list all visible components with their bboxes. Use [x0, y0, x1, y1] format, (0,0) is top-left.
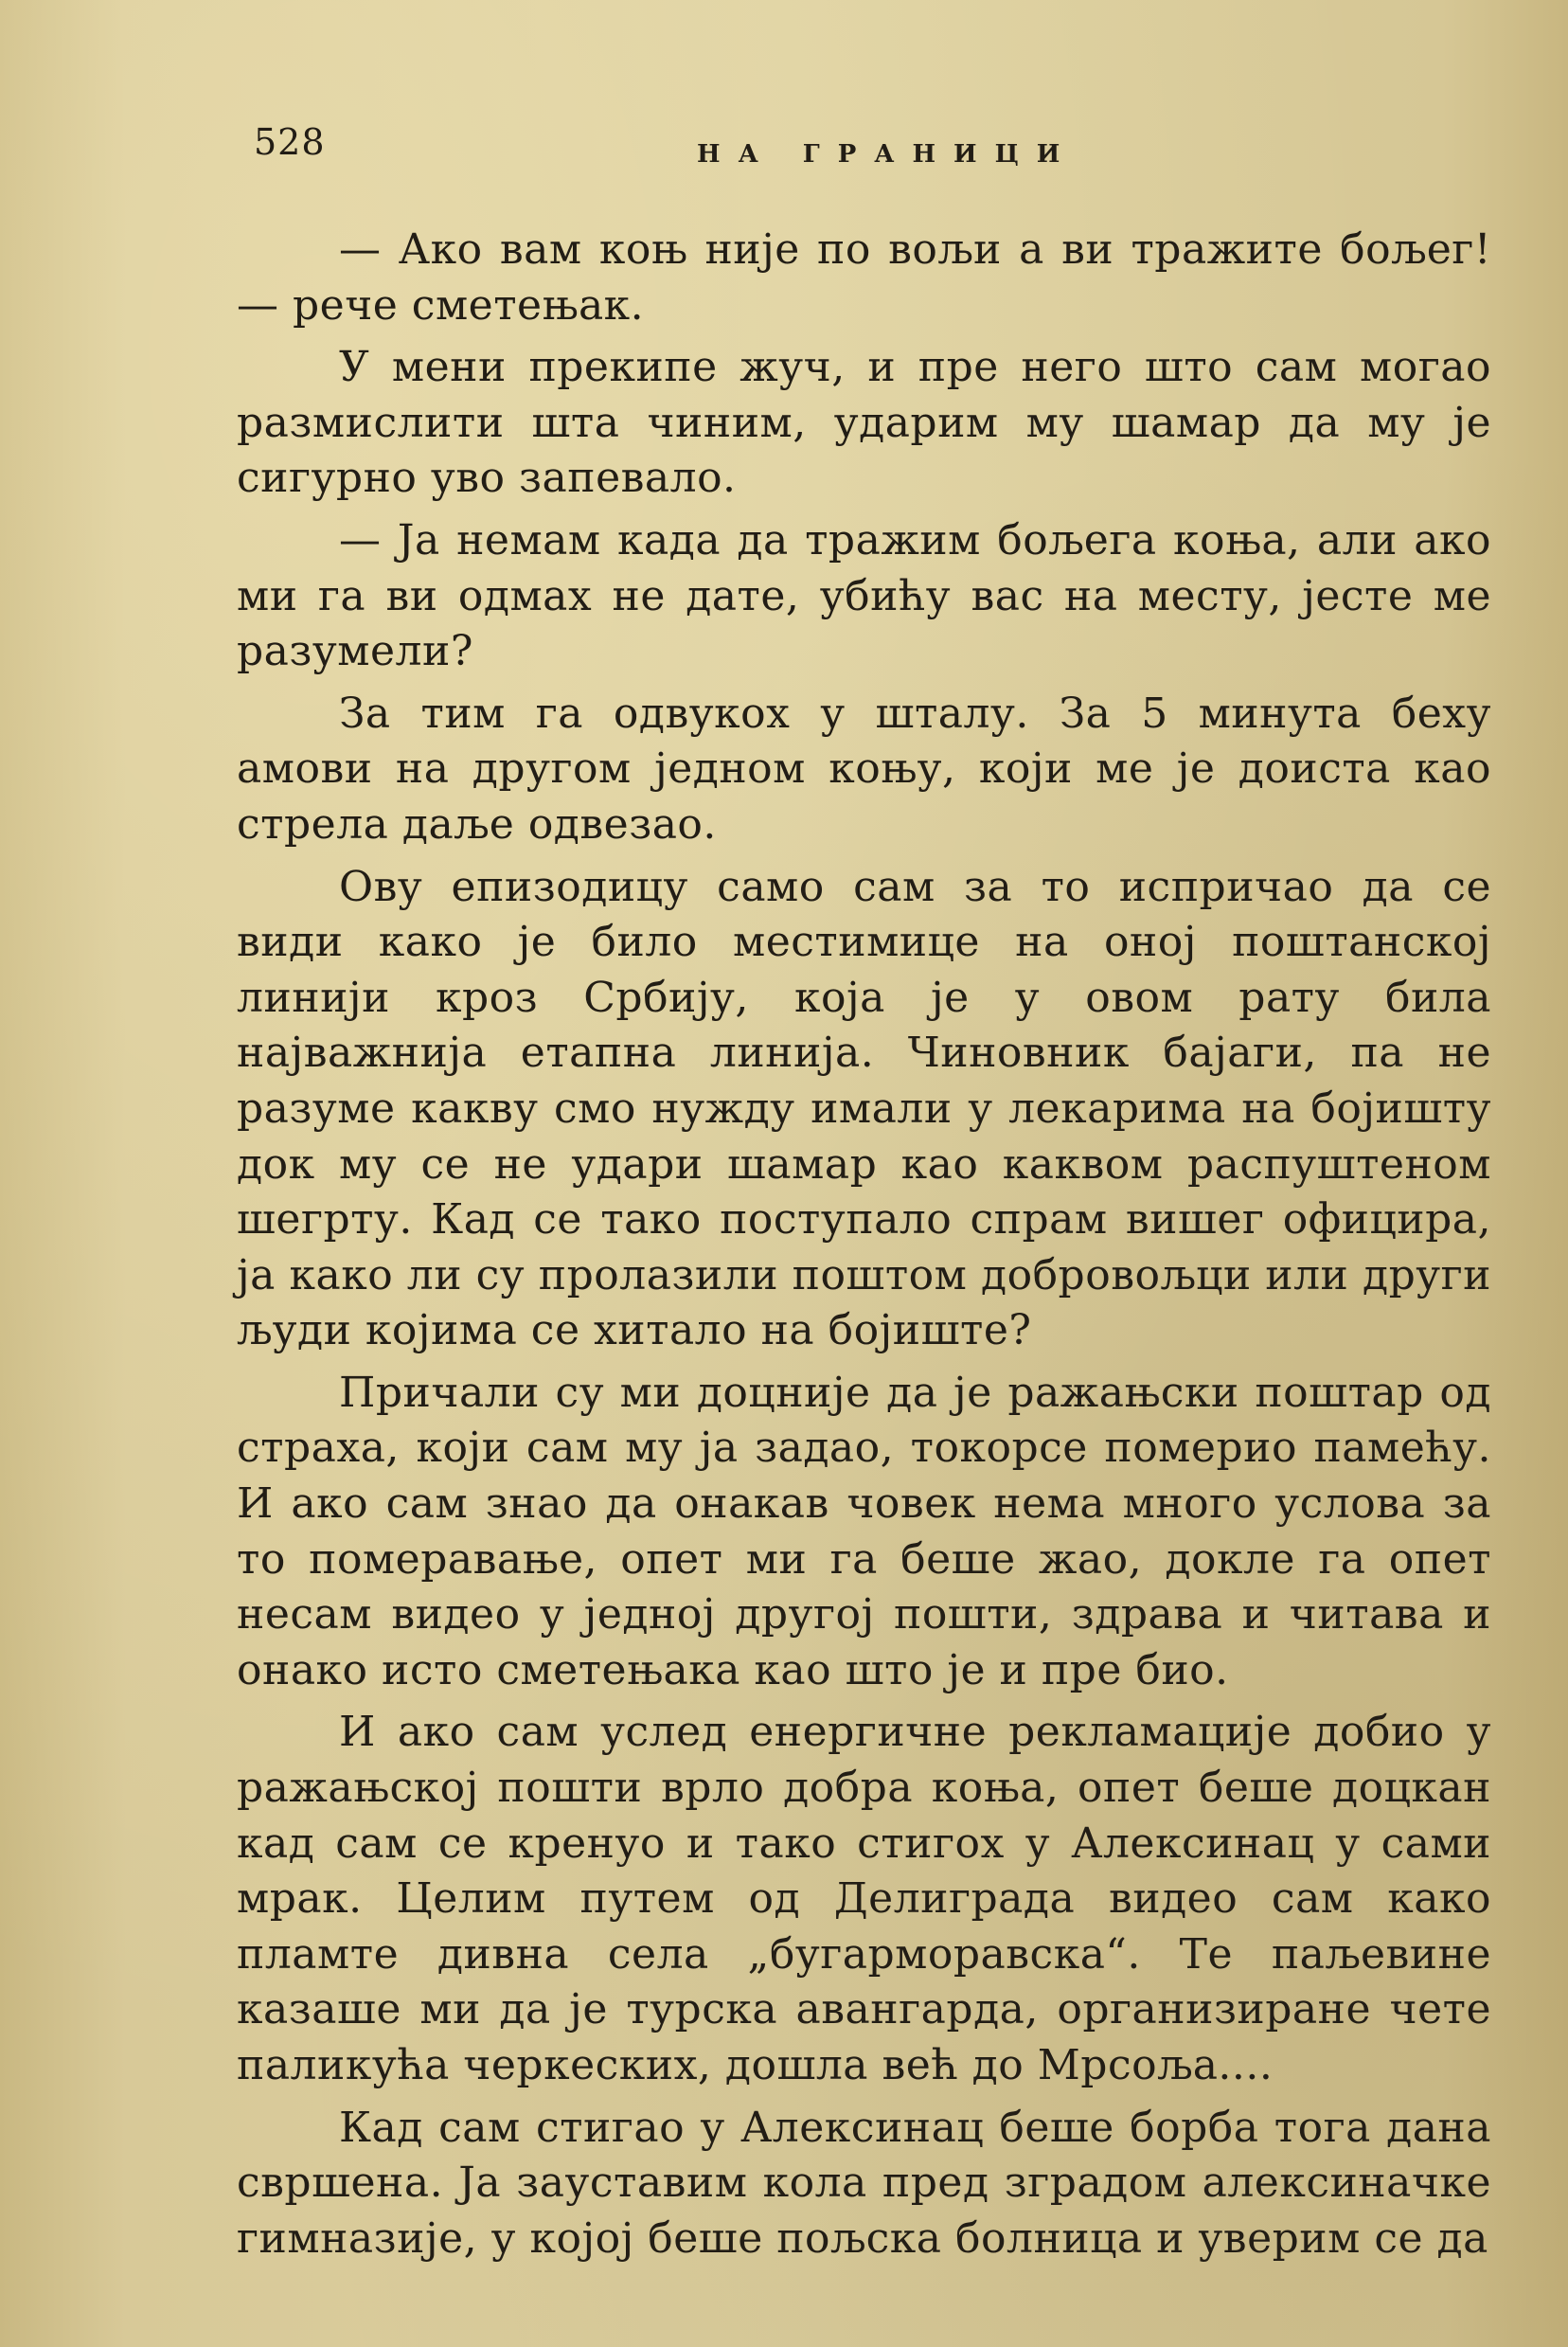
- paragraph: За тим га одвукох у шталу. За 5 минута беху амови на другом једном коњу, који ме је доиста као стрела даље одвезао.: [237, 689, 1491, 849]
- body-text: [237, 223, 1491, 2266]
- paragraph: — Ако вам коњ није по вољи а ви тражите бољег! — рече сметењак.: [237, 225, 1491, 330]
- paragraph: — Ја немам када да тражим бољега коња, али ако ми га ви одмах не дате, убићу вас на месту, јесте ме разумели?: [237, 515, 1491, 676]
- paragraph: У мени прекипе жуч, и пре него што сам могао размислити шта чиним, ударим му шамар да му је сигурно уво запевало.: [237, 343, 1491, 503]
- paragraph: Причали су ми доцније да је ражањски поштар од страха, који сам му ја задао, токорсе померио памећу. И ако сам знао да онакав човек нема много услова за то померавање, опет ми га беше жао, докле га опет несам видео у једној другој пошти, здрава и читава и онако исто сметењака као што је и пре био.: [237, 1368, 1491, 1694]
- paragraph: Кад сам стигао у Алексинац беше борба тога дана свршена. Ја зауставим кола пред зградом алексиначке гимназије, у којој беше пољска болница и уверим се да: [237, 2103, 1491, 2263]
- running-title: НА ГРАНИЦИ: [697, 140, 1078, 169]
- paragraph: И ако сам услед енергичне рекламације добио у ражањској пошти врло добра коња, опет беше доцкан кад сам се кренуо и тако стигох у Алексинац у сами мрак. Целим путем од Делиграда видео сам како пламте дивна села „бугарморавска“. Те паљевине казаше ми да је турска авангарда, организиране чете паликућа черкеских, дошла већ до Мрсоља....: [237, 1708, 1491, 2089]
- paragraph: Ову епизодицу само сам за то испричао да се види како је било местимице на оној поштанској линији кроз Србију, која је у овом рату била најважнија етапна линија. Чиновник бајаги, па не разуме какву смо нужду имали у лекарима на бојишту док му се не удари шамар као каквом распуштеном шегрту. Кад се тако поступало спрам вишег официра, ја како ли су пролазили поштом добровољци или други људи којима се хитало на бојиште?: [237, 862, 1491, 1355]
- page-number: 528: [254, 121, 326, 163]
